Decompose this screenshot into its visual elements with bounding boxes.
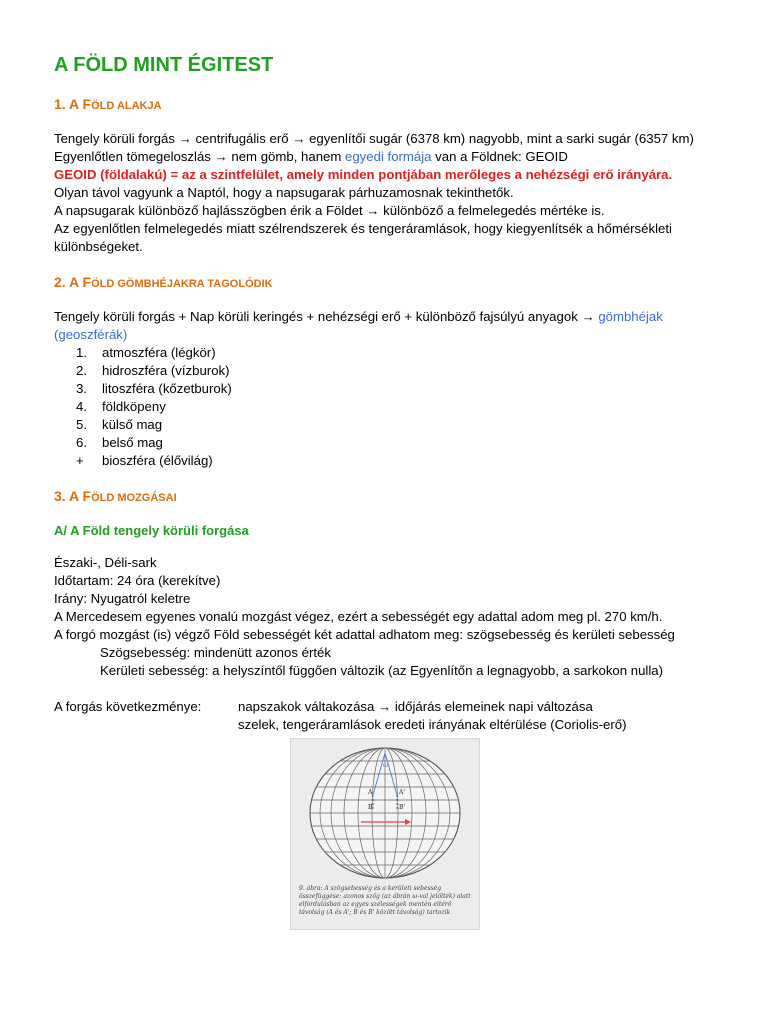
spheres-list: [54, 344, 724, 470]
list-item: 5. külső mag: [76, 417, 163, 432]
section-1-num: 1. A F: [54, 96, 92, 112]
section-1-rest: ÖLD ALAKJA: [91, 100, 162, 112]
list-item: 3. litoszféra (kőzetburok): [76, 381, 232, 396]
list-item: 1. atmoszféra (légkör): [76, 345, 216, 360]
globe-diagram: [291, 739, 479, 885]
list-item: 4. földköpeny: [76, 399, 166, 414]
paragraph-poles: Északi-, Déli-sark: [54, 555, 157, 570]
paragraph-sun-distance: Olyan távol vagyunk a Naptól, hogy a napsugarak párhuzamosnak tekinthetők.: [54, 185, 514, 200]
figure-caption: 9. ábra: A szögsebesség és a kerületi sebesség összefüggése: azonos szög (az ábrán ω-val jelölték) alatt elfordulásban az egyes szélességek mentén eltérő távolság (A és A'; B és B' között távolság) tartozik: [299, 885, 471, 916]
section-3-heading: [54, 486, 724, 508]
consequences-list: [238, 698, 626, 734]
section-2-rest: ÖLD GÖMBHÉJAKRA TAGOLÓDIK: [91, 278, 273, 290]
page-title: A FÖLD MINT ÉGITEST: [54, 54, 274, 76]
section-2-heading: [54, 272, 724, 294]
section-3-num: 3. A F: [54, 488, 92, 504]
paragraph-two-speeds: A forgó mozgást (is) végző Föld sebességét két adattal adhatom meg: szögsebesség és kerületi sebesség: [54, 627, 675, 642]
section-2-num: 2. A F: [54, 274, 92, 290]
paragraph-mercedes: A Mercedesem egyenes vonalú mozgást végez, ezért a sebességét egy adattal adom meg pl. 270 km/h.: [54, 609, 663, 624]
omega-label: ω: [383, 762, 388, 769]
geoid-post: van a Földnek: GEOID: [431, 149, 568, 164]
consequences-label: A forgás következménye:: [54, 699, 202, 714]
spheres-highlight: gömbhéjak (geoszférák): [54, 309, 663, 342]
consequence-item: napszakok váltakozása → időjárás elemeinek napi változása: [238, 699, 593, 714]
section-1-heading: [54, 94, 724, 116]
label-a-prime: A': [399, 789, 405, 796]
consequence-item: szelek, tengeráramlások eredeti irányának eltérülése (Coriolis-erő): [238, 717, 627, 732]
paragraph-geoid: [54, 148, 724, 166]
paragraph-direction: Irány: Nyugatról keletre: [54, 591, 191, 606]
paragraph-rotation: Tengely körüli forgás → centrifugális erő → egyenlítői sugár (6378 km) nagyobb, mint a sarki sugár (6357 km): [54, 131, 694, 146]
consequences-block: [54, 698, 724, 734]
label-b: B: [368, 804, 373, 811]
paragraph-winds: Az egyenlőtlen felmelegedés miatt szélrendszerek és tengeráramlások, hogy kiegyenlítsék a hőmérsékleti különbségeket.: [54, 221, 672, 254]
paragraph-angle: A napsugarak különböző hajlásszögben érik a Földet → különböző a felmelegedés mértéke is.: [54, 203, 605, 218]
geoid-pre: Egyenlőtlen tömegeloszlás → nem gömb, hanem: [54, 149, 346, 164]
geoid-definition: GEOID (földalakú) = az a szintfelület, amely minden pontjában merőleges a nehézségi erő irányára.: [54, 167, 673, 182]
document-page: [54, 52, 724, 734]
paragraph-spheres-intro: [54, 308, 724, 344]
label-b-prime: B': [399, 804, 406, 811]
subsection-rotation-heading: A/ A Föld tengely körüli forgása: [54, 523, 249, 538]
list-item: 6. belső mag: [76, 435, 163, 450]
paragraph-linear-speed: Kerületi sebesség: a helyszíntől függően változik (az Egyenlítőn a legnagyobb, a sarkokon nulla): [100, 663, 664, 678]
paragraph-angular-speed: Szögsebesség: mindenütt azonos érték: [100, 645, 331, 660]
geoid-highlight: egyedi formája: [345, 149, 432, 164]
spheres-intro-text: Tengely körüli forgás + Nap körüli keringés + nehézségi erő + különböző fajsúlyú anyagok →: [54, 309, 599, 324]
section-3-rest: ÖLD MOZGÁSAI: [91, 492, 177, 504]
paragraph-duration: Időtartam: 24 óra (kerekítve): [54, 573, 221, 588]
list-item: 2. hidroszféra (vízburok): [76, 363, 230, 378]
list-item: + bioszféra (élővilág): [76, 453, 213, 468]
globe-figure: [290, 738, 480, 930]
label-a: A: [368, 789, 373, 796]
